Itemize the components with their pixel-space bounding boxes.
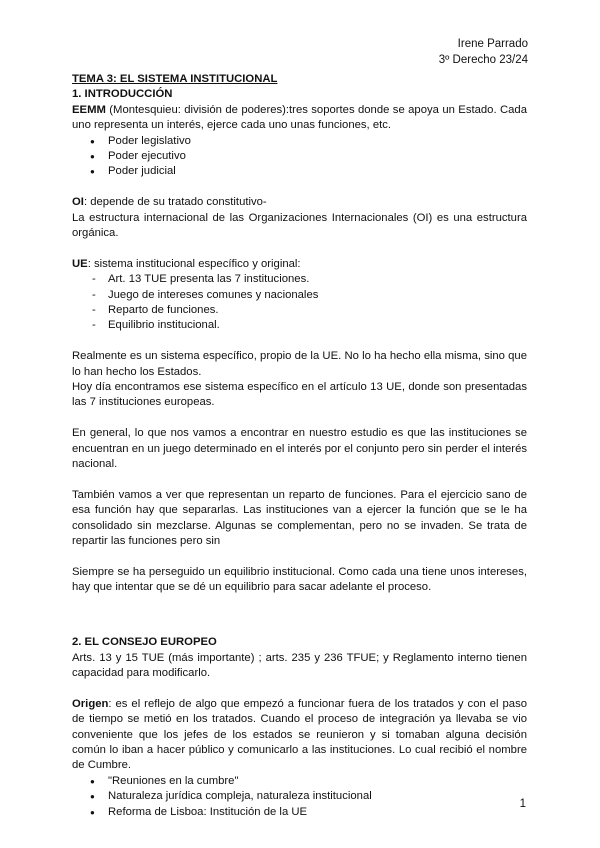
- paragraph-tambien: También vamos a ver que representan un reparto de funciones. Para el ejercicio sano de esa función hay que separarlas. Las instituciones van a ejercer la función que se le ha consolidado sin mezclarse. Algunas se complementan, pero no se invaden. Se trata de repartir las funciones pero sin: [72, 488, 527, 548]
- eemm-paragraph: [72, 103, 527, 134]
- document-body: [72, 72, 527, 820]
- oi-structure-paragraph: La estructura internacional de las Organizaciones Internacionales (OI) es una estructura orgánica.: [72, 211, 527, 240]
- eemm-term: EEMM: [72, 103, 106, 116]
- oi-paragraph: [72, 195, 527, 210]
- section-heading-consejo: 2. EL CONSEJO EUROPEO: [72, 636, 217, 649]
- paragraph-hoy: Hoy día encontramos ese sistema específico en el artículo 13 UE, donde son presentadas las 7 instituciones europeas.: [72, 381, 527, 409]
- document-title: TEMA 3: EL SISTEMA INSTITUCIONAL: [72, 73, 278, 85]
- origen-term: Origen: [72, 697, 109, 710]
- powers-list: [72, 134, 527, 180]
- list-item: ● Poder judicial: [72, 164, 527, 179]
- section-heading-intro: 1. INTRODUCCIÓN: [72, 88, 173, 101]
- oi-term: OI: [72, 196, 84, 209]
- paragraph-siempre: Siempre se ha perseguido un equilibrio institucional. Como cada una tiene unos intereses, hay que intentar que se dé un equilibrio para sacar adelante el proceso.: [72, 565, 527, 594]
- ue-term: UE: [72, 257, 88, 270]
- list-item: - Equilibrio institucional.: [72, 318, 527, 333]
- oi-text: : depende de su tratado constitutivo-: [83, 196, 267, 209]
- ue-paragraph: [72, 257, 527, 272]
- list-item: ● Poder ejecutivo: [72, 149, 527, 164]
- ue-list: [72, 272, 527, 334]
- origen-paragraph: [72, 697, 527, 774]
- paragraph-arts: Arts. 13 y 15 TUE (más importante) ; arts. 235 y 236 TFUE; y Reglamento interno tienen capacidad para modificarlo.: [72, 651, 527, 679]
- ue-text: : sistema institucional específico y original:: [87, 257, 301, 270]
- list-item: ● Naturaleza jurídica compleja, naturaleza institucional: [72, 789, 527, 804]
- list-item: - Art. 13 TUE presenta las 7 instituciones.: [72, 272, 527, 287]
- author-name: Irene Parrado: [457, 38, 528, 50]
- list-item: ● "Reuniones en la cumbre": [72, 774, 527, 789]
- list-item: - Juego de intereses comunes y nacionales: [72, 288, 527, 303]
- list-item: - Reparto de funciones.: [72, 303, 527, 318]
- list-item: ● Reforma de Lisboa: Institución de la UE: [72, 805, 527, 820]
- origen-text: : es el reflejo de algo que empezó a funcionar fuera de los tratados y con el paso de tiempo se metió en los tratados. Cuando el proceso de integración ya llevaba se vio conveniente que los jefes de los estados se reunieron y si tomaban alguna decisión común lo iban a hacer público y comunicarlo a las instituciones. Lo cual recibió el nombre de Cumbre.: [72, 697, 527, 772]
- paragraph-realmente: Realmente es un sistema específico, propio de la UE. No lo ha hecho ella misma, sino que lo han hecho los Estados.: [72, 350, 527, 378]
- page-header: [439, 36, 528, 68]
- paragraph-general: En general, lo que nos vamos a encontrar en nuestro estudio es que las instituciones se encuentran en un juego determinado en el interés por el conjunto pero sin perder el interés nacional.: [72, 427, 527, 471]
- page-number: 1: [519, 798, 526, 810]
- consejo-list: [72, 774, 527, 820]
- eemm-text: (Montesquieu: división de poderes):tres soportes donde se apoya un Estado. Cada uno representa un interés, ejerce cada uno unas funciones, etc.: [72, 103, 527, 132]
- course-info: 3º Derecho 23/24: [438, 54, 528, 66]
- list-item: ● Poder legislativo: [72, 134, 527, 149]
